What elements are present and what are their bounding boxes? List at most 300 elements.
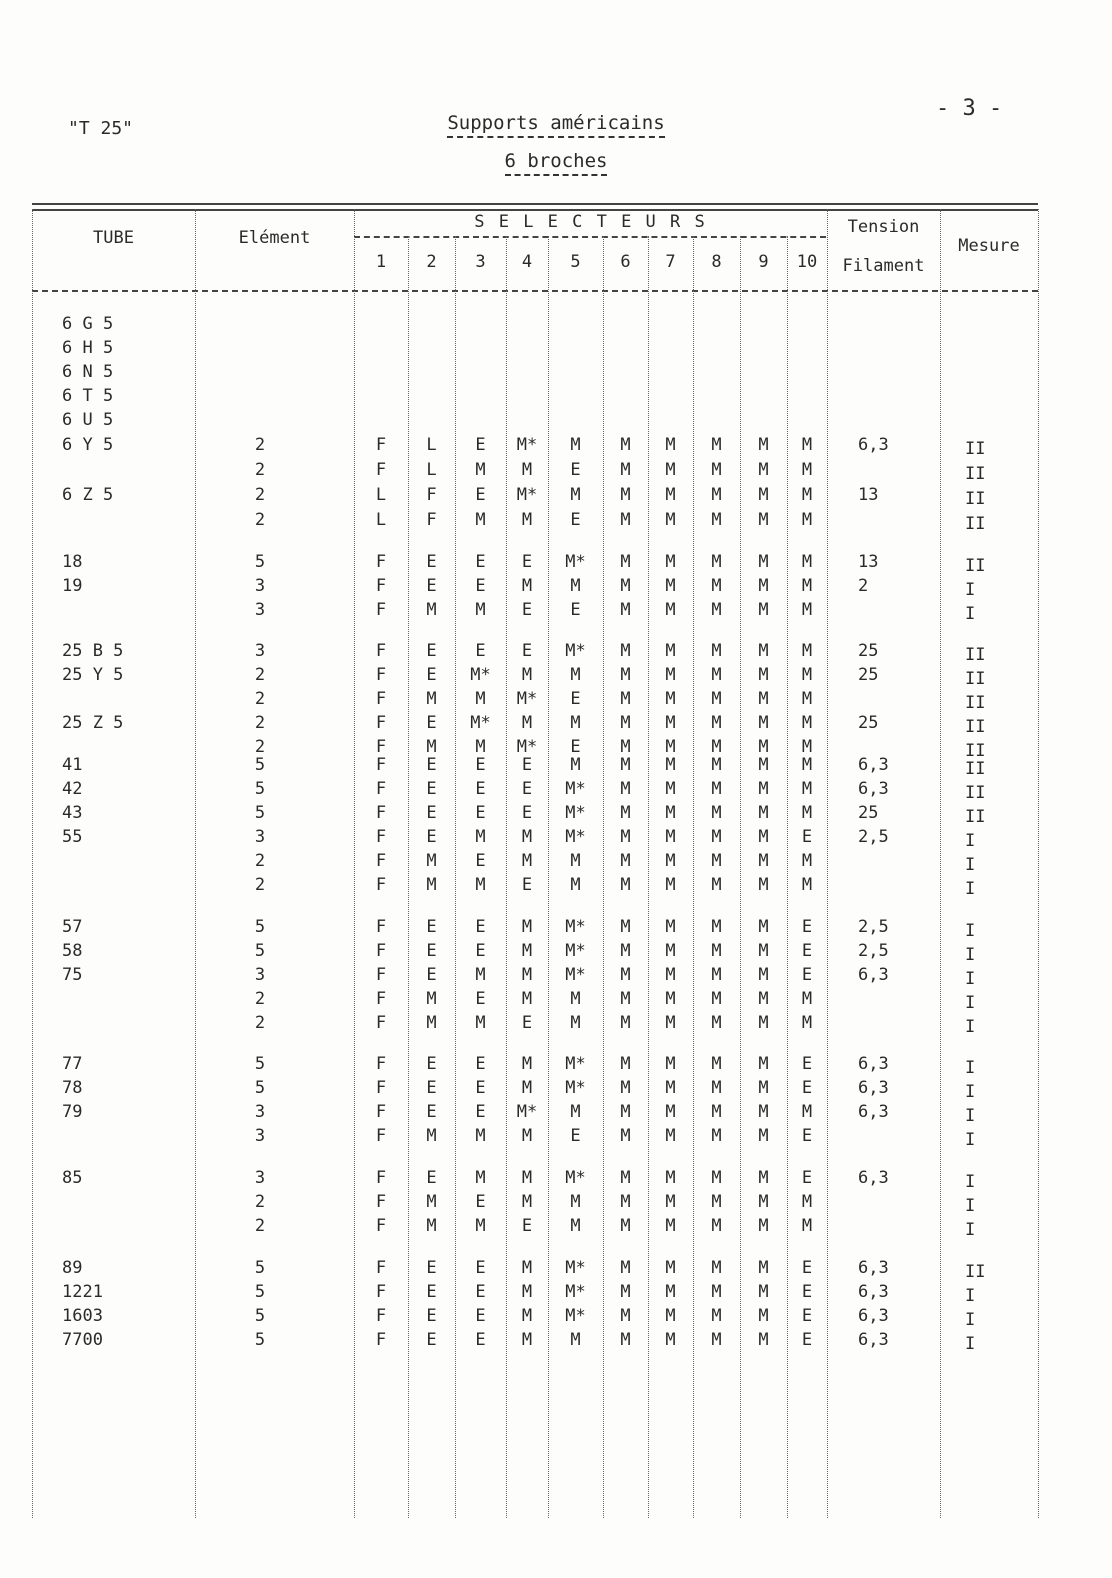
selector-cell: M — [801, 600, 813, 620]
selector-cell: M — [426, 875, 437, 895]
selector-cell: M — [801, 851, 813, 871]
selector-number-8: 8 — [711, 252, 722, 272]
mesure-value: I — [965, 1220, 976, 1240]
selector-cell: F — [375, 435, 387, 455]
selector-cell: M — [620, 917, 631, 937]
selector-number-4: 4 — [521, 252, 533, 272]
selector-cell: M — [758, 435, 769, 455]
selector-cell: M — [758, 965, 769, 985]
tension-value: 6,3 — [858, 1054, 889, 1074]
selector-cell: M — [665, 803, 676, 823]
selector-cell: M — [711, 1168, 722, 1188]
selector-cell: E — [426, 552, 437, 572]
selector-cell: M — [426, 737, 437, 757]
selector-cell: F — [375, 827, 387, 847]
selector-cell: F — [375, 755, 387, 775]
mesure-value: II — [965, 464, 986, 484]
selector-cell: M — [475, 460, 486, 480]
mesure-value: I — [965, 1058, 976, 1078]
selector-cell: M — [475, 510, 486, 530]
selector-cell: M — [620, 1168, 631, 1188]
selector-cell: M* — [470, 713, 491, 733]
selector-cell: M — [801, 689, 813, 709]
selector-cell: M — [620, 641, 631, 661]
selector-cell: M — [620, 1282, 631, 1302]
selector-cell: M* — [565, 552, 586, 572]
selector-cell: M — [758, 1192, 769, 1212]
tube-label: 85 — [62, 1168, 83, 1188]
selector-cell: F — [375, 1330, 387, 1350]
selector-cell: F — [375, 941, 387, 961]
selector-cell: M — [758, 875, 769, 895]
selector-cell: M — [801, 1216, 813, 1236]
mesure-value: I — [965, 945, 976, 965]
selector-cell: M — [711, 600, 722, 620]
selector-cell: M — [711, 779, 722, 799]
title-text: Supports américains — [447, 112, 664, 138]
column-divider — [693, 236, 694, 1518]
selector-cell: M — [620, 1258, 631, 1278]
selector-cell: M — [801, 989, 813, 1009]
column-divider — [455, 236, 456, 1518]
selector-cell: M — [521, 989, 533, 1009]
selector-cell: M — [758, 1126, 769, 1146]
selector-cell: M — [801, 576, 813, 596]
selector-number-3: 3 — [475, 252, 486, 272]
selector-cell: M — [521, 510, 533, 530]
selector-cell: M — [758, 989, 769, 1009]
selector-cell: M — [711, 917, 722, 937]
selector-cell: M — [521, 1258, 533, 1278]
selector-cell: M — [665, 689, 676, 709]
selector-cell: M — [801, 1102, 813, 1122]
selector-cell: E — [426, 941, 437, 961]
selector-cell: M — [758, 1013, 769, 1033]
selector-number-10: 10 — [796, 252, 818, 272]
selector-cell: E — [475, 641, 486, 661]
tube-label: 89 — [62, 1258, 83, 1278]
selector-cell: M — [665, 600, 676, 620]
tension-value: 6,3 — [858, 1078, 889, 1098]
selector-cell: M — [570, 989, 581, 1009]
selector-cell: M — [665, 875, 676, 895]
selector-cell: M — [570, 485, 581, 505]
selector-cell: L — [375, 485, 387, 505]
selector-cell: M — [475, 965, 486, 985]
selector-cell: M — [475, 1216, 486, 1236]
selector-cell: E — [475, 803, 486, 823]
selector-cell: M — [665, 1078, 676, 1098]
selector-cell: E — [426, 1102, 437, 1122]
selector-cell: M — [711, 1192, 722, 1212]
selector-cell: M — [758, 600, 769, 620]
selector-cell: M — [758, 1168, 769, 1188]
selector-cell: F — [375, 779, 387, 799]
column-divider — [940, 209, 941, 1518]
selector-cell: M — [801, 737, 813, 757]
element-value: 3 — [254, 1126, 266, 1146]
selector-cell: M — [620, 755, 631, 775]
selector-cell: F — [375, 1054, 387, 1074]
mesure-value: I — [965, 1106, 976, 1126]
element-value: 2 — [254, 713, 266, 733]
tube-label: 41 — [62, 755, 83, 775]
selector-cell: M — [570, 1013, 581, 1033]
selector-cell: M — [620, 576, 631, 596]
selector-cell: M — [570, 1330, 581, 1350]
selector-cell: M — [475, 600, 486, 620]
selector-cell: M — [711, 1306, 722, 1326]
selector-cell: M — [620, 689, 631, 709]
selector-cell: E — [475, 941, 486, 961]
selector-cell: M — [758, 1330, 769, 1350]
selector-cell: E — [475, 755, 486, 775]
selector-cell: E — [570, 460, 581, 480]
selector-cell: E — [475, 1258, 486, 1278]
selector-cell: M — [711, 460, 722, 480]
selector-cell: M — [570, 755, 581, 775]
element-value: 5 — [254, 803, 266, 823]
selector-cell: M — [620, 1054, 631, 1074]
selector-cell: E — [426, 827, 437, 847]
selector-cell: E — [426, 1306, 437, 1326]
tube-label: 6 G 5 — [62, 314, 114, 334]
mesure-value: I — [965, 1082, 976, 1102]
selector-cell: M — [426, 989, 437, 1009]
selector-cell: E — [801, 941, 813, 961]
selector-cell: E — [570, 600, 581, 620]
selector-cell: F — [375, 1258, 387, 1278]
selector-cell: M — [665, 665, 676, 685]
selector-cell: E — [521, 1216, 533, 1236]
mesure-value: II — [965, 759, 986, 779]
tube-label: 19 — [62, 576, 83, 596]
selector-cell: M — [758, 713, 769, 733]
selector-cell: M* — [516, 435, 538, 455]
selector-cell: E — [426, 665, 437, 685]
selector-cell: M — [758, 576, 769, 596]
selector-cell: F — [375, 600, 387, 620]
selector-cell: M — [665, 552, 676, 572]
selector-cell: E — [521, 552, 533, 572]
tube-label: 77 — [62, 1054, 83, 1074]
selector-cell: M — [665, 485, 676, 505]
selector-cell: M — [665, 737, 676, 757]
tension-value: 6,3 — [858, 1168, 889, 1188]
selector-cell: E — [521, 755, 533, 775]
tube-label: 1603 — [62, 1306, 103, 1326]
column-divider — [1038, 209, 1039, 1518]
selector-cell: M — [475, 737, 486, 757]
selector-cell: M — [758, 1216, 769, 1236]
selector-cell: M — [426, 689, 437, 709]
mesure-value: I — [965, 855, 976, 875]
selector-cell: F — [375, 851, 387, 871]
element-value: 5 — [254, 552, 266, 572]
selector-cell: M — [620, 1078, 631, 1098]
selector-cell: M — [620, 435, 631, 455]
element-value: 3 — [254, 827, 266, 847]
column-divider — [603, 236, 604, 1518]
selector-cell: M — [620, 665, 631, 685]
selector-cell: M — [426, 1126, 437, 1146]
mesure-value: I — [965, 1130, 976, 1150]
selector-cell: L — [426, 435, 437, 455]
mesure-value: II — [965, 783, 986, 803]
tension-value: 6,3 — [858, 1306, 889, 1326]
element-value: 2 — [254, 435, 266, 455]
selector-cell: M* — [565, 1168, 586, 1188]
selector-cell: M* — [565, 641, 586, 661]
selector-cell: E — [426, 1282, 437, 1302]
selector-cell: M — [711, 1258, 722, 1278]
selector-cell: M — [665, 1330, 676, 1350]
tube-label: 75 — [62, 965, 83, 985]
tube-label: 78 — [62, 1078, 83, 1098]
mesure-value: II — [965, 489, 986, 509]
selector-cell: M — [620, 1013, 631, 1033]
selector-cell: M — [801, 1192, 813, 1212]
selector-cell: M — [521, 576, 533, 596]
selector-cell: F — [375, 1102, 387, 1122]
selector-cell: F — [375, 803, 387, 823]
mesure-value: II — [965, 807, 986, 827]
tube-label: 6 Y 5 — [62, 435, 114, 455]
selector-cell: M — [570, 875, 581, 895]
selector-cell: L — [426, 460, 437, 480]
selector-cell: M — [521, 713, 533, 733]
tension-value: 2,5 — [858, 827, 889, 847]
selector-cell: M — [521, 460, 533, 480]
selector-cell: M — [801, 641, 813, 661]
selector-cell: M — [801, 803, 813, 823]
selector-cell: M* — [516, 485, 538, 505]
selector-cell: M — [758, 917, 769, 937]
selector-cell: M — [521, 1192, 533, 1212]
tube-label: 58 — [62, 941, 83, 961]
column-divider — [408, 236, 409, 1518]
mesure-value: II — [965, 514, 986, 534]
element-value: 5 — [254, 1078, 266, 1098]
mesure-value: II — [965, 693, 986, 713]
mesure-value: I — [965, 604, 976, 624]
tension-value: 6,3 — [858, 755, 889, 775]
selector-cell: M — [758, 1258, 769, 1278]
selector-cell: F — [375, 665, 387, 685]
selector-cell: M* — [565, 803, 586, 823]
tube-label: 25 Y 5 — [62, 665, 124, 685]
mesure-value: II — [965, 439, 986, 459]
selector-cell: F — [375, 641, 387, 661]
tension-value: 6,3 — [858, 1330, 889, 1350]
selector-cell: M — [711, 713, 722, 733]
selector-cell: M — [758, 1282, 769, 1302]
tube-label: 6 N 5 — [62, 362, 114, 382]
selector-cell: M — [665, 917, 676, 937]
selector-cell: E — [426, 755, 437, 775]
selector-cell: E — [801, 1054, 813, 1074]
selector-cell: M — [475, 1168, 486, 1188]
selector-cell: M — [758, 485, 769, 505]
selector-cell: E — [521, 641, 533, 661]
selector-cell: F — [375, 1078, 387, 1098]
selector-number-9: 9 — [758, 252, 769, 272]
selector-cell: M — [620, 1306, 631, 1326]
selector-cell: M — [521, 941, 533, 961]
selector-cell: F — [375, 875, 387, 895]
selector-cell: M — [665, 576, 676, 596]
selector-cell: M — [475, 875, 486, 895]
selector-cell: E — [426, 917, 437, 937]
selector-cell: M — [758, 737, 769, 757]
selector-cell: M* — [565, 917, 586, 937]
selector-cell: E — [475, 1054, 486, 1074]
selector-cell: F — [375, 917, 387, 937]
selector-cell: M — [801, 779, 813, 799]
tube-label: 6 T 5 — [62, 386, 114, 406]
selector-cell: M — [620, 1216, 631, 1236]
selector-cell: E — [801, 1306, 813, 1326]
selector-cell: M — [620, 1126, 631, 1146]
selector-cell: M — [665, 1054, 676, 1074]
page-title — [0, 112, 1112, 134]
selector-cell: M — [758, 1054, 769, 1074]
selector-cell: M — [801, 510, 813, 530]
selector-cell: M — [665, 435, 676, 455]
selector-cell: M — [665, 1102, 676, 1122]
selector-cell: M — [711, 1078, 722, 1098]
selector-cell: E — [521, 803, 533, 823]
selecteurs-underline — [354, 236, 826, 238]
selector-cell: F — [375, 460, 387, 480]
selector-cell: F — [375, 989, 387, 1009]
selector-cell: E — [426, 1258, 437, 1278]
selector-cell: M — [758, 1102, 769, 1122]
selector-cell: M — [711, 803, 722, 823]
tube-label: 79 — [62, 1102, 83, 1122]
selector-cell: M — [711, 1102, 722, 1122]
selector-cell: M — [758, 827, 769, 847]
selector-cell: E — [475, 1078, 486, 1098]
column-header-selecteurs: S E L E C T E U R S — [474, 212, 707, 232]
selector-cell: E — [475, 485, 486, 505]
selector-cell: M — [711, 989, 722, 1009]
selector-cell: M* — [565, 1306, 586, 1326]
selector-cell: M — [758, 641, 769, 661]
selector-cell: M — [801, 435, 813, 455]
tension-value: 2,5 — [858, 917, 889, 937]
selector-cell: E — [475, 1192, 486, 1212]
selector-cell: M — [521, 1168, 533, 1188]
tension-value: 6,3 — [858, 1258, 889, 1278]
selector-cell: E — [475, 1102, 486, 1122]
tube-label: 43 — [62, 803, 83, 823]
selector-cell: M — [801, 552, 813, 572]
selector-cell: M — [521, 665, 533, 685]
selector-cell: M — [711, 510, 722, 530]
selector-cell: M — [711, 875, 722, 895]
selector-cell: M — [665, 989, 676, 1009]
selector-cell: M — [758, 803, 769, 823]
selector-cell: M — [475, 1013, 486, 1033]
selector-cell: M — [521, 917, 533, 937]
mesure-value: I — [965, 580, 976, 600]
tube-label: 55 — [62, 827, 83, 847]
selector-cell: M — [620, 460, 631, 480]
selector-cell: M — [665, 1282, 676, 1302]
selector-cell: M — [426, 1192, 437, 1212]
tension-value: 2,5 — [858, 941, 889, 961]
tube-label: 25 B 5 — [62, 641, 124, 661]
selector-cell: M — [711, 941, 722, 961]
document-reference: "T 25" — [68, 118, 134, 139]
selector-cell: F — [375, 1126, 387, 1146]
selector-cell: M — [711, 965, 722, 985]
selector-cell: M — [620, 485, 631, 505]
tension-value: 13 — [858, 485, 879, 505]
selector-cell: M — [620, 1330, 631, 1350]
selector-cell: E — [475, 1282, 486, 1302]
selector-cell: M — [665, 851, 676, 871]
selector-cell: F — [426, 485, 437, 505]
selector-cell: M* — [516, 1102, 538, 1122]
column-header-filament: Filament — [842, 256, 925, 276]
selector-cell: E — [570, 737, 581, 757]
column-divider — [740, 236, 741, 1518]
selector-cell: M — [620, 803, 631, 823]
column-header-tension: Tension — [847, 217, 920, 237]
selector-cell: M — [801, 713, 813, 733]
selector-cell: M — [665, 941, 676, 961]
element-value: 5 — [254, 755, 266, 775]
selector-cell: M — [711, 827, 722, 847]
selector-cell: M — [711, 1013, 722, 1033]
selector-cell: M — [620, 713, 631, 733]
tube-label: 6 U 5 — [62, 410, 114, 430]
selector-cell: F — [375, 576, 387, 596]
selector-cell: M — [758, 665, 769, 685]
selector-cell: M — [570, 1102, 581, 1122]
mesure-value: I — [965, 1172, 976, 1192]
selector-cell: M — [665, 827, 676, 847]
selector-cell: E — [426, 1330, 437, 1350]
selector-cell: M — [570, 665, 581, 685]
column-divider — [32, 209, 33, 1518]
selector-cell: E — [426, 803, 437, 823]
selector-cell: M — [426, 851, 437, 871]
selector-cell: M* — [470, 665, 491, 685]
mesure-value: II — [965, 741, 986, 761]
selector-cell: M* — [565, 827, 586, 847]
selector-cell: E — [475, 1330, 486, 1350]
element-value: 2 — [254, 1216, 266, 1236]
selector-cell: M — [475, 689, 486, 709]
selector-cell: M — [620, 851, 631, 871]
table-top-border-2 — [32, 209, 1038, 211]
selector-cell: M — [620, 875, 631, 895]
selector-cell: M — [570, 1216, 581, 1236]
selector-cell: M — [570, 851, 581, 871]
selector-cell: M — [711, 1216, 722, 1236]
selector-cell: E — [426, 713, 437, 733]
tube-label: 6 Z 5 — [62, 485, 114, 505]
selector-cell: E — [426, 1078, 437, 1098]
selector-cell: M — [620, 1192, 631, 1212]
selector-cell: M — [665, 1306, 676, 1326]
page-subtitle — [0, 150, 1112, 172]
selector-cell: M — [758, 941, 769, 961]
element-value: 3 — [254, 600, 266, 620]
